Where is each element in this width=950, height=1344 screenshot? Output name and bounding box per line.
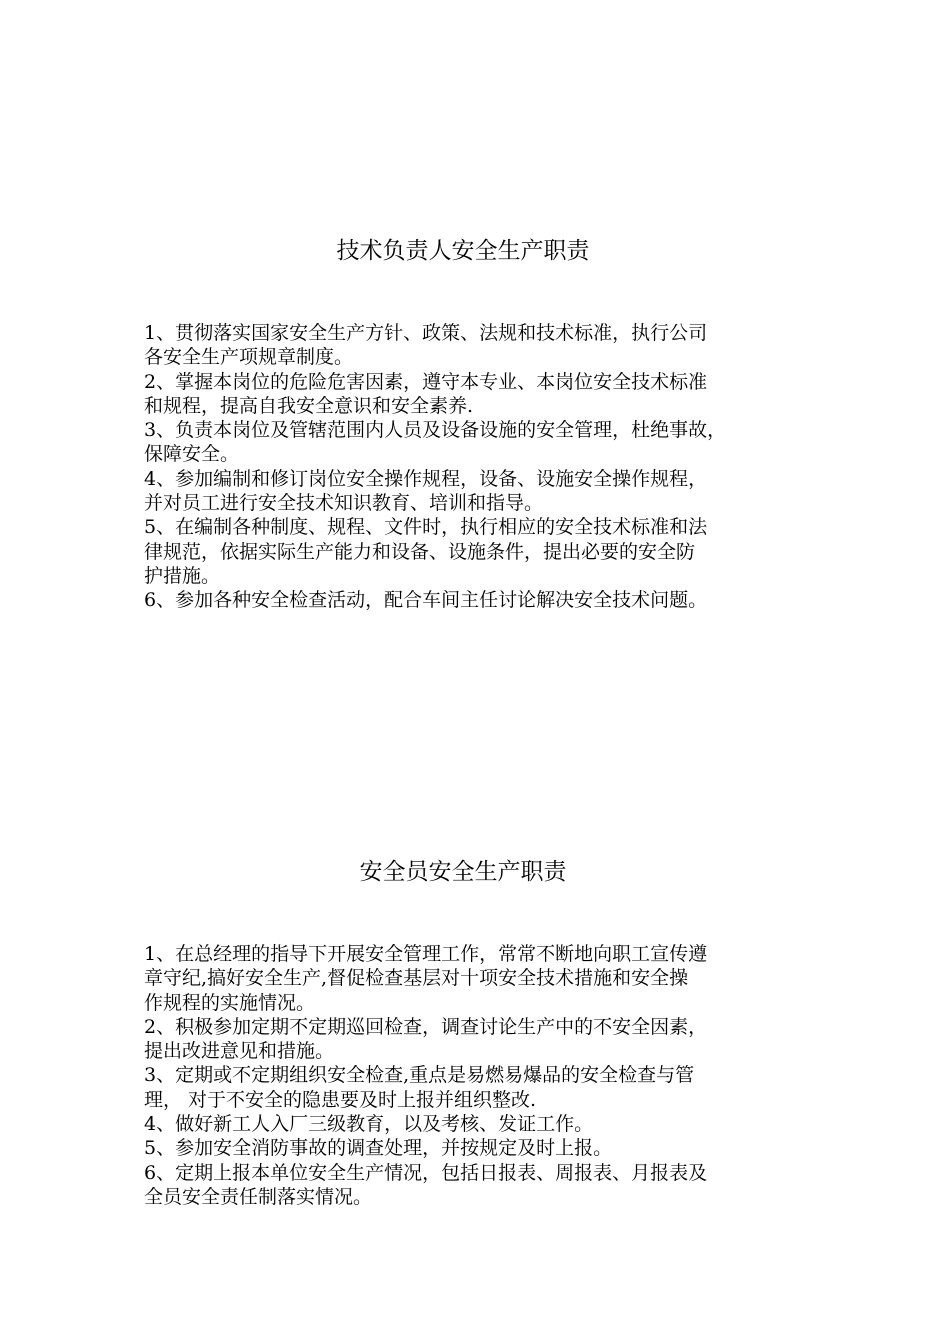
section-title-technical-lead: 技术负责人安全生产职责 [336,238,590,264]
body-line: 5、参加安全消防事故的调查处理，并按规定及时上报。 [144,1137,613,1160]
body-line: 和规程，提高自我安全意识和安全素养. [144,394,474,417]
section-body-safety-officer [144,942,824,1209]
body-line: 6、定期上报本单位安全生产情况，包括日报表、周报表、月报表及 [144,1161,708,1184]
body-line: 作规程的实施情况。 [144,991,316,1014]
body-line: 并对员工进行安全技术知识教育、培训和指导。 [144,492,544,515]
body-line: 3、定期或不定期组织安全检查,重点是易燃易爆品的安全检查与管 [144,1064,695,1087]
body-line: 全员安全责任制落实情况。 [144,1185,373,1208]
body-line: 3、负责本岗位及管辖范围内人员及设备设施的安全管理，杜绝事故， [144,419,727,442]
body-line: 6、参加各种安全检查活动，配合车间主任讨论解决安全技术问题。 [144,589,708,612]
body-line: 提出改进意见和措施。 [144,1040,335,1063]
body-line: 5、在编制各种制度、规程、文件时，执行相应的安全技术标准和法 [144,516,708,539]
body-line: 各安全生产项规章制度。 [144,346,354,369]
body-line: 4、做好新工人入厂三级教育，以及考核、发证工作。 [144,1113,594,1136]
body-line: 保障安全。 [144,443,240,466]
body-line: 律规范，依据实际生产能力和设备、设施条件，提出必要的安全防 [144,540,696,563]
section-title-safety-officer: 安全员安全生产职责 [359,859,567,885]
body-line: 4、参加编制和修订岗位安全操作规程，设备、设施安全操作规程， [144,467,708,490]
body-line: 理， 对于不安全的隐患要及时上报并组织整改. [144,1088,537,1111]
body-line: 1、在总经理的指导下开展安全管理工作，常常不断地向职工宣传遵 [144,943,708,965]
body-line: 章守纪,搞好安全生产,督促检查基层对十项安全技术措施和安全操 [144,967,689,990]
section-body-technical-lead [144,321,824,613]
body-line: 2、掌握本岗位的危险危害因素，遵守本专业、本岗位安全技术标准 [144,370,708,393]
body-line: 1、贯彻落实国家安全生产方针、政策、法规和技术标准，执行公司 [144,322,708,344]
body-line: 护措施。 [144,564,221,587]
body-line: 2、积极参加定期不定期巡回检查，调查讨论生产中的不安全因素， [144,1015,708,1038]
